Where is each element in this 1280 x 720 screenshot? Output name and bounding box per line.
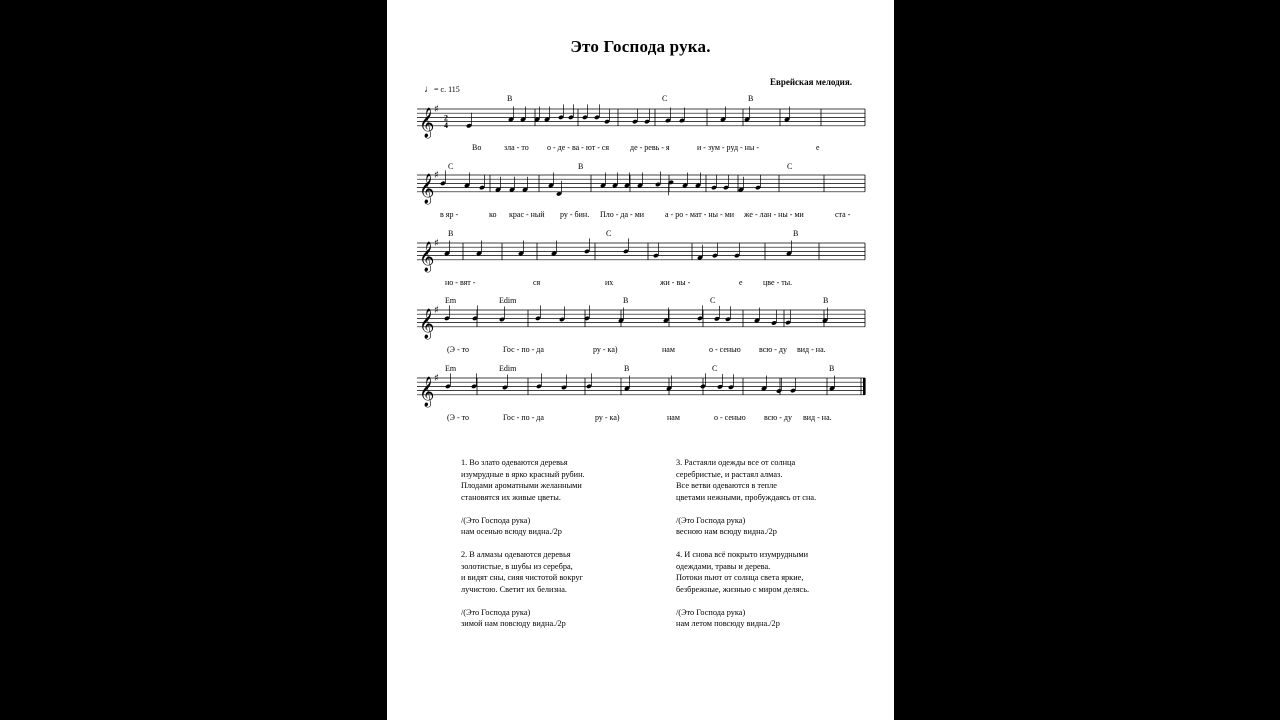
chord-symbol: B — [829, 364, 835, 373]
chord-symbol: C — [710, 296, 716, 305]
lyric-syllable: о - сенью — [714, 413, 746, 422]
verse-line: изумрудные в ярко красный рубин. — [461, 469, 585, 479]
chord-symbol: B — [823, 296, 829, 305]
song-title: Это Господа рука. — [570, 37, 711, 56]
lyric-syllable: (Э - то — [447, 413, 469, 422]
lyric-syllable: но - вят - — [445, 278, 476, 287]
verse-line: нам летом повсюду видна./2р — [676, 619, 780, 628]
lyric-syllable: а - ро - мат - ны - ми — [665, 210, 735, 219]
lyric-syllable: их — [605, 278, 614, 287]
staff-system-5 — [387, 358, 894, 428]
chord-symbol: Edim — [499, 364, 517, 373]
chord-symbol: Em — [445, 364, 457, 373]
verse-line: 4. И снова всё покрыто изумрудными — [676, 550, 809, 559]
lyric-syllable: цве - ты. — [763, 278, 793, 287]
treble-clef-icon: 𝄞 — [419, 241, 435, 272]
treble-clef-icon: 𝄞 — [419, 173, 435, 204]
chord-symbol: B — [578, 162, 584, 171]
lyric-syllable: же - лан - ны - ми — [744, 210, 804, 219]
lyric-syllable: в яр - — [440, 210, 459, 219]
chord-symbol: Edim — [499, 296, 517, 305]
lyric-syllable: де - ревь - я — [630, 143, 670, 152]
verse-line: золотистые, в шубы из серебра, — [461, 561, 573, 571]
lyric-syllable: ся — [533, 278, 541, 287]
lyric-syllable: всю - ду — [764, 413, 792, 422]
verse-line: и видят сны, сияя чистотой вокруг — [461, 573, 583, 582]
verse-line: /(Это Господа рука) — [461, 515, 531, 525]
verse-spacer — [461, 503, 585, 515]
tempo-value: = c. 115 — [434, 85, 460, 94]
song-subtitle: Еврейская мелодия. — [770, 77, 852, 87]
verse-spacer — [461, 538, 585, 550]
time-signature-bottom: 4 — [444, 120, 448, 130]
staff-system-1 — [387, 85, 894, 155]
verse-line: Плодами ароматными желанными — [461, 481, 582, 490]
verse-line: весною нам всюду видна./2р — [676, 527, 777, 536]
lyric-syllable: о - де - ва - ют - ся — [547, 143, 610, 152]
verse-line: серебристые, и растаял алмаз. — [676, 469, 783, 479]
verse-spacer — [676, 538, 816, 550]
verse-line: 2. В алмазы одеваются деревья — [461, 550, 571, 559]
treble-clef-icon: 𝄞 — [419, 376, 435, 407]
lyric-syllable: нам — [662, 345, 675, 354]
lyric-syllable: крас - ный — [509, 210, 545, 219]
verse-line: Потоки пьют от солнца света яркие, — [676, 573, 804, 582]
verse-line: /(Это Господа рука) — [461, 607, 531, 617]
verse-line: нам осенью всюду видна./2р — [461, 527, 562, 536]
lyric-syllable: ру - ка) — [595, 413, 620, 422]
lyric-syllable: вид - на. — [803, 413, 832, 422]
chord-symbol: C — [787, 162, 793, 171]
treble-clef-icon: 𝄞 — [419, 308, 435, 339]
verse-spacer — [676, 503, 816, 515]
lyric-syllable: Гос - по - да — [503, 345, 544, 354]
lyric-syllable: Гос - по - да — [503, 413, 544, 422]
verse-line: безбрежные, жизнью с миром делясь. — [676, 584, 810, 594]
verse-line: 1. Во злато одеваются деревья — [461, 458, 568, 467]
verse-line: одеждами, травы и дерева. — [676, 561, 771, 571]
lyric-syllable: е — [816, 143, 820, 152]
lyric-syllable: Пло - да - ми — [600, 210, 645, 219]
lyric-syllable: ру - ка) — [593, 345, 618, 354]
chord-symbol: B — [624, 364, 630, 373]
verse-line: 3. Растаяли одежды все от солнца — [676, 458, 796, 467]
chord-symbol: B — [793, 229, 799, 238]
chord-symbol: B — [507, 94, 513, 103]
chord-symbol: B — [623, 296, 629, 305]
chord-symbol: C — [448, 162, 454, 171]
lyric-syllable: зла - то — [504, 143, 529, 152]
sharp-icon: ♯ — [434, 238, 439, 249]
lyric-syllable: жи - вы - — [660, 278, 691, 287]
verse-line: Все ветви одеваются в тепле — [676, 481, 777, 490]
lyric-syllable: о - сенью — [709, 345, 741, 354]
lyric-syllable: ста - — [835, 210, 851, 219]
quarter-note-icon: ♩ — [424, 84, 434, 95]
chord-symbol: Em — [445, 296, 457, 305]
treble-clef-icon: 𝄞 — [419, 107, 435, 138]
verses-column-right — [676, 457, 816, 630]
lyric-syllable: нам — [667, 413, 680, 422]
lyric-syllable: е — [739, 278, 743, 287]
sharp-icon: ♯ — [434, 170, 439, 181]
verse-line: лучистою. Светит их белизна. — [461, 584, 567, 594]
lyric-syllable: всю - ду — [759, 345, 787, 354]
verse-spacer — [676, 595, 816, 607]
chord-symbol: C — [662, 94, 668, 103]
chord-symbol: B — [448, 229, 454, 238]
lyric-syllable: Во — [472, 143, 482, 152]
verses-column-left — [461, 457, 585, 630]
sharp-icon: ♯ — [434, 373, 439, 384]
time-signature-top: 2 — [444, 113, 448, 123]
verse-line: /(Это Господа рука) — [676, 515, 746, 525]
verse-line: цветами нежными, пробуждаясь от сна. — [676, 492, 817, 502]
verse-line: зимой нам повсюду видна./2р — [461, 619, 566, 628]
lyric-syllable: ру - бин. — [560, 210, 590, 219]
staff-system-2 — [387, 155, 894, 225]
chord-symbol: C — [606, 229, 612, 238]
final-barline — [863, 378, 866, 395]
verse-spacer — [461, 595, 585, 607]
staff-system-3 — [387, 222, 894, 292]
sharp-icon: ♯ — [434, 104, 439, 115]
lyric-syllable: ко — [489, 210, 497, 219]
chord-symbol: C — [712, 364, 718, 373]
lyric-syllable: вид - на. — [797, 345, 826, 354]
lyric-syllable: и - зум - руд - ны - — [697, 143, 760, 152]
sharp-icon: ♯ — [434, 305, 439, 316]
chord-symbol: B — [748, 94, 754, 103]
sheet-music-page — [387, 0, 894, 720]
staff-system-4 — [387, 290, 894, 360]
verse-line: становятся их живые цветы. — [461, 492, 561, 502]
verse-line: /(Это Господа рука) — [676, 607, 746, 617]
lyric-syllable: (Э - то — [447, 345, 469, 354]
